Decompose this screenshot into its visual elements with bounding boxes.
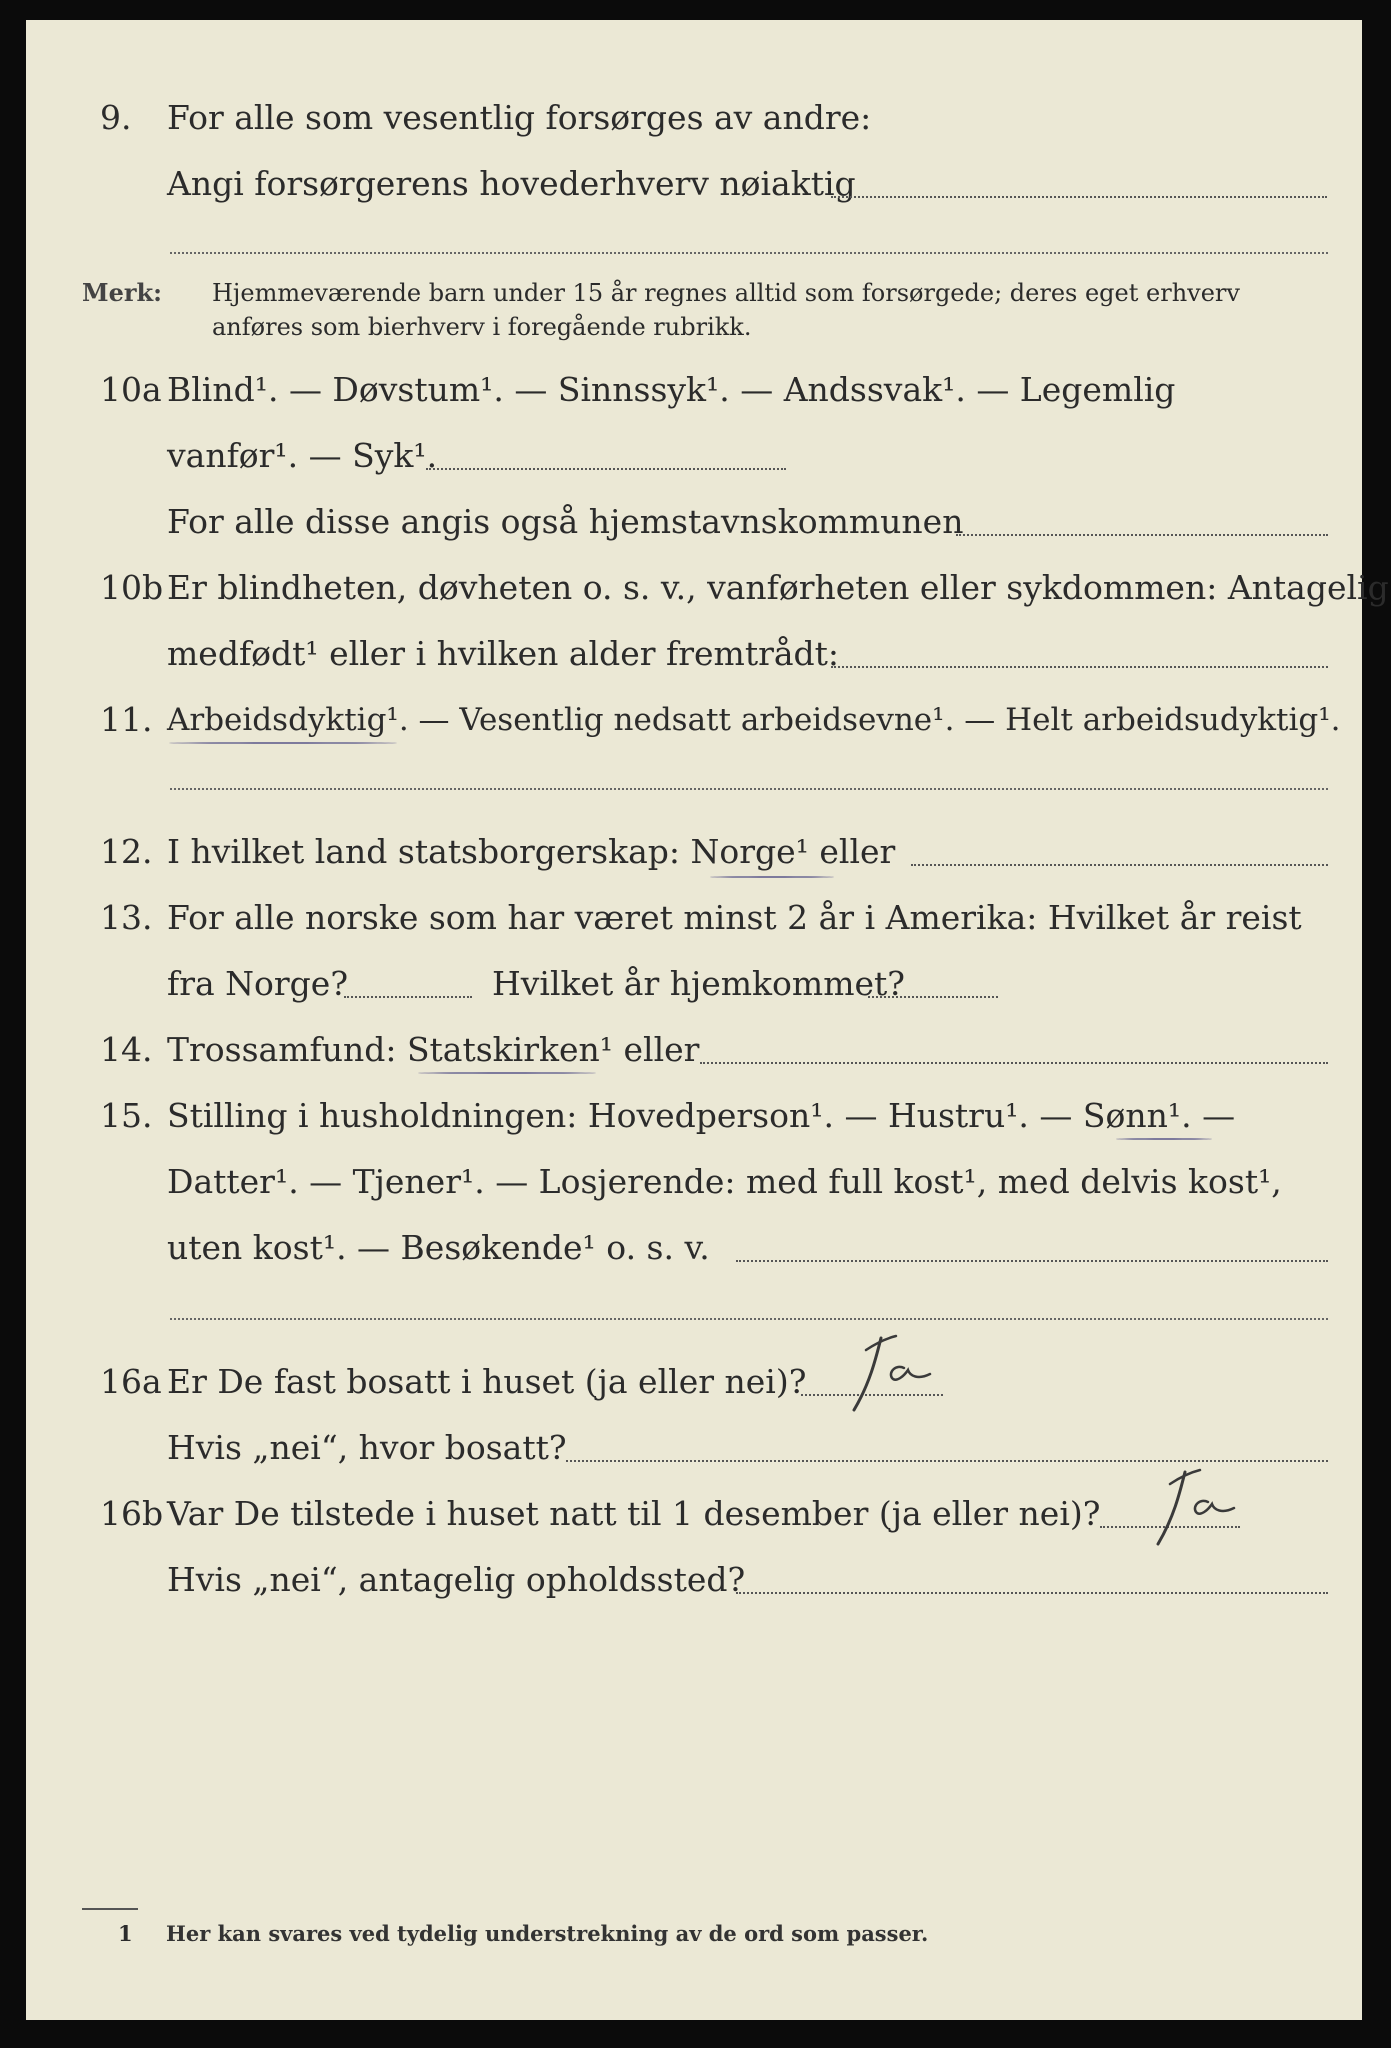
question-10b-line-2: [26, 632, 1362, 676]
answer-field[interactable]: [700, 1062, 1328, 1064]
answer-field[interactable]: [344, 996, 472, 998]
question-number: 13.: [100, 898, 153, 937]
answer-field[interactable]: [170, 1318, 1328, 1320]
question-10a-line-3: [26, 500, 1362, 544]
question-text: Arbeidsdyktig¹. — Vesentlig nedsatt arbeidsevne¹. — Helt arbeidsudyktig¹.: [167, 702, 1341, 738]
answer-field[interactable]: [736, 1592, 1328, 1594]
note-line-2: anføres som bierhverv i foregående rubrikk.: [212, 313, 752, 341]
handwritten-underline: [710, 876, 834, 878]
question-text: Hvilket år hjemkommet?: [492, 964, 905, 1003]
question-text: For alle disse angis også hjemstavnskommunen: [167, 502, 964, 541]
handwritten-answer-ja: [826, 1328, 956, 1418]
footnote-text: Her kan svares ved tydelig understrekning av de ord som passer.: [166, 1921, 929, 1946]
answer-field[interactable]: [170, 788, 1328, 790]
answer-field[interactable]: [868, 996, 998, 998]
handwritten-underline: [418, 1072, 596, 1074]
handwritten-answer-ja: [1130, 1462, 1260, 1552]
question-16a-line-1: [26, 1360, 1362, 1404]
note-line-1: Hjemmeværende barn under 15 år regnes alltid som forsørgede; deres eget erhverv: [212, 279, 1240, 307]
answer-field[interactable]: [170, 252, 1328, 254]
footnote-divider: [82, 1908, 138, 1910]
question-number: 12.: [100, 832, 153, 871]
question-16b-line-2: [26, 1558, 1362, 1602]
question-11: [26, 698, 1362, 742]
question-9-line-2: [26, 162, 1362, 206]
question-number: 11.: [100, 700, 153, 739]
question-13-line-1: [26, 896, 1362, 940]
note-label: Merk:: [82, 278, 162, 307]
question-number: 9.: [100, 98, 132, 137]
census-form-page: [26, 20, 1389, 2020]
question-text: Datter¹. — Tjener¹. — Losjerende: med full kost¹, med delvis kost¹,: [167, 1162, 1282, 1201]
question-text: Hvis „nei“, hvor bosatt?: [167, 1428, 567, 1467]
question-12: [26, 830, 1362, 874]
answer-field[interactable]: [426, 468, 786, 470]
question-number: 16b: [100, 1494, 164, 1533]
footnote-mark: 1: [118, 1921, 133, 1946]
question-14: [26, 1028, 1362, 1072]
answer-field[interactable]: [911, 864, 1328, 866]
answer-field[interactable]: [956, 534, 1328, 536]
handwritten-underline: [1116, 1138, 1212, 1140]
question-text: Er blindheten, døvheten o. s. v., vanførheten eller sykdommen: Antagelig: [167, 568, 1389, 607]
question-13-line-2: [26, 962, 1362, 1006]
question-number: 10b: [100, 568, 164, 607]
question-text: Blind¹. — Døvstum¹. — Sinnssyk¹. — Andssvak¹. — Legemlig: [167, 370, 1176, 409]
question-15-line-1: [26, 1094, 1362, 1138]
question-number: 10a: [100, 370, 162, 409]
question-number: 16a: [100, 1362, 162, 1401]
question-text: fra Norge?: [167, 964, 349, 1003]
question-text: Hvis „nei“, antagelig opholdssted?: [167, 1560, 746, 1599]
question-10b-line-1: [26, 566, 1389, 610]
question-text: Stilling i husholdningen: Hovedperson¹. — Hustru¹. — Sønn¹. —: [167, 1096, 1236, 1135]
question-text: medfødt¹ eller i hvilken alder fremtrådt:: [167, 634, 840, 673]
question-15-line-2: [26, 1160, 1362, 1204]
question-text: vanfør¹. — Syk¹.: [167, 436, 438, 475]
question-10a-line-2: [26, 434, 1362, 478]
answer-field[interactable]: [831, 196, 1327, 198]
answer-field[interactable]: [736, 1260, 1328, 1262]
question-text: Er De fast bosatt i huset (ja eller nei)?: [167, 1362, 807, 1401]
question-text: For alle som vesentlig forsørges av andre:: [167, 98, 872, 137]
question-number: 14.: [100, 1030, 153, 1069]
question-text: I hvilket land statsborgerskap: Norge¹ eller: [167, 832, 896, 871]
question-text: For alle norske som har været minst 2 år i Amerika: Hvilket år reist: [167, 898, 1302, 937]
question-text: Angi forsørgerens hovederhverv nøiaktig: [167, 164, 856, 203]
question-15-line-3: [26, 1226, 1362, 1270]
handwritten-underline: [169, 742, 397, 744]
question-text: uten kost¹. — Besøkende¹ o. s. v.: [167, 1228, 710, 1267]
question-10a-line-1: [26, 368, 1362, 412]
answer-field[interactable]: [831, 666, 1328, 668]
question-text: Var De tilstede i huset natt til 1 desember (ja eller nei)?: [167, 1494, 1101, 1533]
question-9-line-1: [26, 96, 1362, 140]
question-number: 15.: [100, 1096, 153, 1135]
question-text: Trossamfund: Statskirken¹ eller: [167, 1030, 700, 1069]
